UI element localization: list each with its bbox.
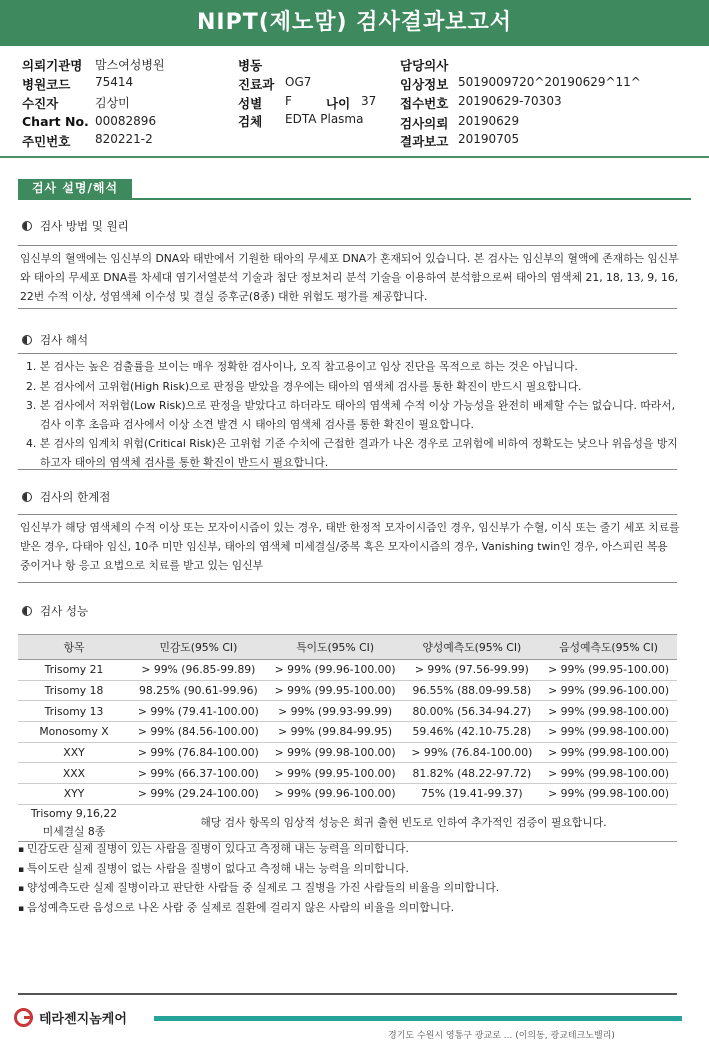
half-circle-icon (22, 492, 32, 502)
list-item: 1. 본 검사는 높은 검출률을 보이는 매우 정확한 검사이나, 오직 참고용이고 임상 진단을 목적으로 하는 것은 아닙니다. (26, 360, 578, 373)
divider (18, 245, 677, 246)
divider (18, 582, 677, 583)
cell: > 99% (99.95-100.00) (267, 763, 404, 784)
half-circle-icon (22, 335, 32, 345)
logo-g-icon (14, 1008, 33, 1027)
cell: > 99% (97.56-99.99) (404, 660, 541, 681)
company-name: 테라젠지놈케어 (39, 1012, 127, 1027)
cell: 81.82% (48.22-97.72) (404, 763, 541, 784)
value-dept: OG7 (285, 75, 312, 89)
table-header-row (18, 635, 677, 660)
divider (18, 353, 677, 354)
table-row (18, 722, 677, 743)
cell: XXY (18, 742, 130, 763)
patient-info (0, 52, 709, 156)
label-receipt: 접수번호 (400, 96, 449, 111)
half-circle-icon (22, 606, 32, 616)
notes (18, 840, 499, 918)
value-request: 20190629 (458, 114, 520, 128)
limits-heading (22, 489, 110, 505)
cell: > 99% (66.37-100.00) (130, 763, 267, 784)
interpretation-list (22, 358, 682, 473)
cell: > 99% (99.98-100.00) (540, 742, 677, 763)
label-age: 나이 (326, 96, 351, 111)
method-text (20, 249, 680, 306)
cell: 59.46% (42.10-75.28) (404, 722, 541, 743)
cell: Trisomy 21 (18, 660, 130, 681)
label-doctor: 담당의사 (400, 58, 449, 73)
value-age: 37 (361, 94, 377, 108)
cell: > 99% (99.98-100.00) (540, 763, 677, 784)
cell: > 99% (99.95-100.00) (267, 680, 404, 701)
col-ppv: 양성예측도(95% CI) (404, 635, 541, 660)
table-row (18, 701, 677, 722)
note-item: ▪ 음성예측도란 음성으로 나온 사람 중 실제로 질환에 걸리지 않은 사람의 비율을 의미합니다. (18, 899, 499, 919)
value-clinical: 5019009720^20190629^11^ (458, 75, 641, 89)
cell: > 99% (99.98-100.00) (540, 784, 677, 805)
cell: > 99% (76.84-100.00) (404, 742, 541, 763)
label-rrn: 주민번호 (22, 134, 71, 149)
cell: > 99% (96.85-99.89) (130, 660, 267, 681)
cell: > 99% (99.96-100.00) (540, 680, 677, 701)
table-row (18, 660, 677, 681)
label-sex: 성별 (238, 96, 263, 111)
cell: XXX (18, 763, 130, 784)
performance-heading (22, 603, 88, 619)
note-item: ▪ 양성예측도란 실제 질병이라고 판단한 사람들 중 실제로 그 질병을 가진 사람들의 비율을 의미합니다. (18, 879, 499, 899)
extra-label-1: Trisomy 9,16,22 (30, 806, 118, 820)
footer-divider (18, 993, 677, 995)
value-report: 20190705 (458, 132, 520, 146)
label-specimen: 검체 (238, 114, 263, 129)
divider (0, 156, 709, 158)
section-tab: 검사 설명/해석 (18, 179, 132, 198)
table-row (18, 680, 677, 701)
cell: > 99% (99.98-100.00) (540, 722, 677, 743)
report-title: NIPT(제노맘) 검사결과보고서 (0, 0, 709, 46)
cell: > 99% (76.84-100.00) (130, 742, 267, 763)
divider (18, 308, 677, 309)
interpretation-heading (22, 332, 88, 348)
list-item: 3. 본 검사에서 저위험(Low Risk)으로 판정을 받았다고 하더라도 태아의 염색체 수적 이상 가능성을 완전히 배제할 수는 없습니다. 따라서, 검사 이후 초음파 검사에서 이상 소견 발견 시 태아의 염색체 검사를 통한 확진이 필요합니다. (26, 399, 676, 431)
cell: Trisomy 18 (18, 680, 130, 701)
cell: XYY (18, 784, 130, 805)
cell: 96.55% (88.09-99.58) (404, 680, 541, 701)
value-sex: F (285, 94, 292, 108)
label-chart: Chart No. (22, 114, 89, 129)
value-receipt: 20190629-70303 (458, 94, 562, 108)
value-specimen: EDTA Plasma (285, 112, 364, 126)
performance-heading-text: 검사 성능 (40, 604, 89, 618)
label-code: 병원코드 (22, 77, 71, 92)
note-item: ▪ 민감도란 실제 질병이 있는 사람을 질병이 있다고 측정해 내는 능력을 의미합니다. (18, 840, 499, 860)
table-row (18, 742, 677, 763)
performance-table (18, 634, 677, 842)
col-specificity: 특이도(95% CI) (267, 635, 404, 660)
col-item: 항목 (18, 635, 130, 660)
list-item: 2. 본 검사에서 고위험(High Risk)으로 판정을 받았을 경우에는 태아의 염색체 검사를 통한 확진이 반드시 필요합니다. (26, 379, 582, 393)
footer-accent-bar (154, 1016, 682, 1021)
divider (18, 469, 677, 470)
note-item: ▪ 특이도란 실제 질병이 없는 사람을 질병이 없다고 측정해 내는 능력을 의미합니다. (18, 860, 499, 880)
cell: 75% (19.41-99.37) (404, 784, 541, 805)
footer-address: 경기도 수원시 영통구 광교로 ... (이의동, 광교테크노밸리) (388, 1031, 615, 1041)
label-ward: 병동 (238, 58, 263, 73)
extra-label-2: 미세결실 8종 (42, 824, 106, 838)
cell: > 99% (99.98-100.00) (540, 701, 677, 722)
half-circle-icon (22, 221, 32, 231)
interpretation-heading-text: 검사 해석 (40, 333, 89, 347)
label-clinical: 임상정보 (400, 77, 449, 92)
cell: > 99% (99.95-100.00) (540, 660, 677, 681)
cell (18, 804, 130, 841)
cell: > 99% (99.84-99.95) (267, 722, 404, 743)
col-sensitivity: 민감도(95% CI) (130, 635, 267, 660)
value-hospital: 맘스여성병원 (95, 58, 165, 72)
limits-text (20, 518, 680, 575)
limits-paragraph: 임신부가 해당 염색체의 수적 이상 또는 모자이시즘이 있는 경우, 태반 한정적 모자이시즘인 경우, 임신부가 수혈, 이식 또는 줄기 세포 치료를 받은 경우, 다태아 임신, 10주 미만 임신부, 태아의 염색체 미세결실/중복 혹은 모자이시즘의 경우, Vanishing twin인 경우, 아스피린 복용 중이거나 항 응고 요법으로 치료를 받고 있는 임신부 (20, 521, 680, 572)
label-collector: 수진자 (22, 96, 59, 111)
company-logo (14, 1008, 127, 1027)
cell: Trisomy 13 (18, 701, 130, 722)
col-npv: 음성예측도(95% CI) (540, 635, 677, 660)
cell: > 99% (84.56-100.00) (130, 722, 267, 743)
label-report: 결과보고 (400, 134, 449, 149)
divider (18, 198, 691, 200)
table-row (18, 804, 677, 841)
list-item: 4. 본 검사의 임계치 위험(Critical Risk)은 고위험 기준 수치에 근접한 결과가 나온 경우로 고위험에 비하여 정확도는 낮으나 위음성을 방지하고자 태아의 염색체 검사를 통한 확진이 반드시 필요합니다. (26, 437, 678, 469)
cell: > 99% (99.96-100.00) (267, 784, 404, 805)
value-code: 75414 (95, 75, 134, 89)
cell: > 99% (99.93-99.99) (267, 701, 404, 722)
cell: Monosomy X (18, 722, 130, 743)
extra-note: 해당 검사 항목의 임상적 성능은 희귀 출현 빈도로 인하여 추가적인 검증이 필요합니다. (130, 804, 677, 841)
cell: 80.00% (56.34-94.27) (404, 701, 541, 722)
label-dept: 진료과 (238, 77, 275, 92)
limits-heading-text: 검사의 한계점 (40, 490, 111, 504)
cell: 98.25% (90.61-99.96) (130, 680, 267, 701)
value-collector: 김상미 (95, 96, 130, 110)
cell: > 99% (99.96-100.00) (267, 660, 404, 681)
cell: > 99% (99.98-100.00) (267, 742, 404, 763)
cell: > 99% (79.41-100.00) (130, 701, 267, 722)
value-rrn: 820221-2 (95, 132, 153, 146)
table-row (18, 784, 677, 805)
method-heading (22, 218, 129, 234)
divider (18, 514, 677, 515)
value-chart: 00082896 (95, 114, 157, 128)
method-heading-text: 검사 방법 및 원리 (40, 219, 129, 233)
label-request: 검사의뢰 (400, 116, 449, 131)
label-hospital: 의뢰기관명 (22, 58, 83, 73)
table-row (18, 763, 677, 784)
cell: > 99% (29.24-100.00) (130, 784, 267, 805)
method-paragraph: 임신부의 혈액에는 임신부의 DNA와 태반에서 기원한 태아의 무세포 DNA가 혼재되어 있습니다. 본 검사는 임신부의 혈액에 존재하는 임신부와 태아의 무세포 DNA를 차세대 염기서열분석 기술과 첨단 정보처리 분석 기술을 이용하여 분석함으로써 태아의 염색체 21, 18, 13, 9, 16, 22번 수적 이상, 성염색체 이수성 및 결실 증후군(8종) 대한 위험도 평가를 제공합니다. (20, 252, 679, 303)
